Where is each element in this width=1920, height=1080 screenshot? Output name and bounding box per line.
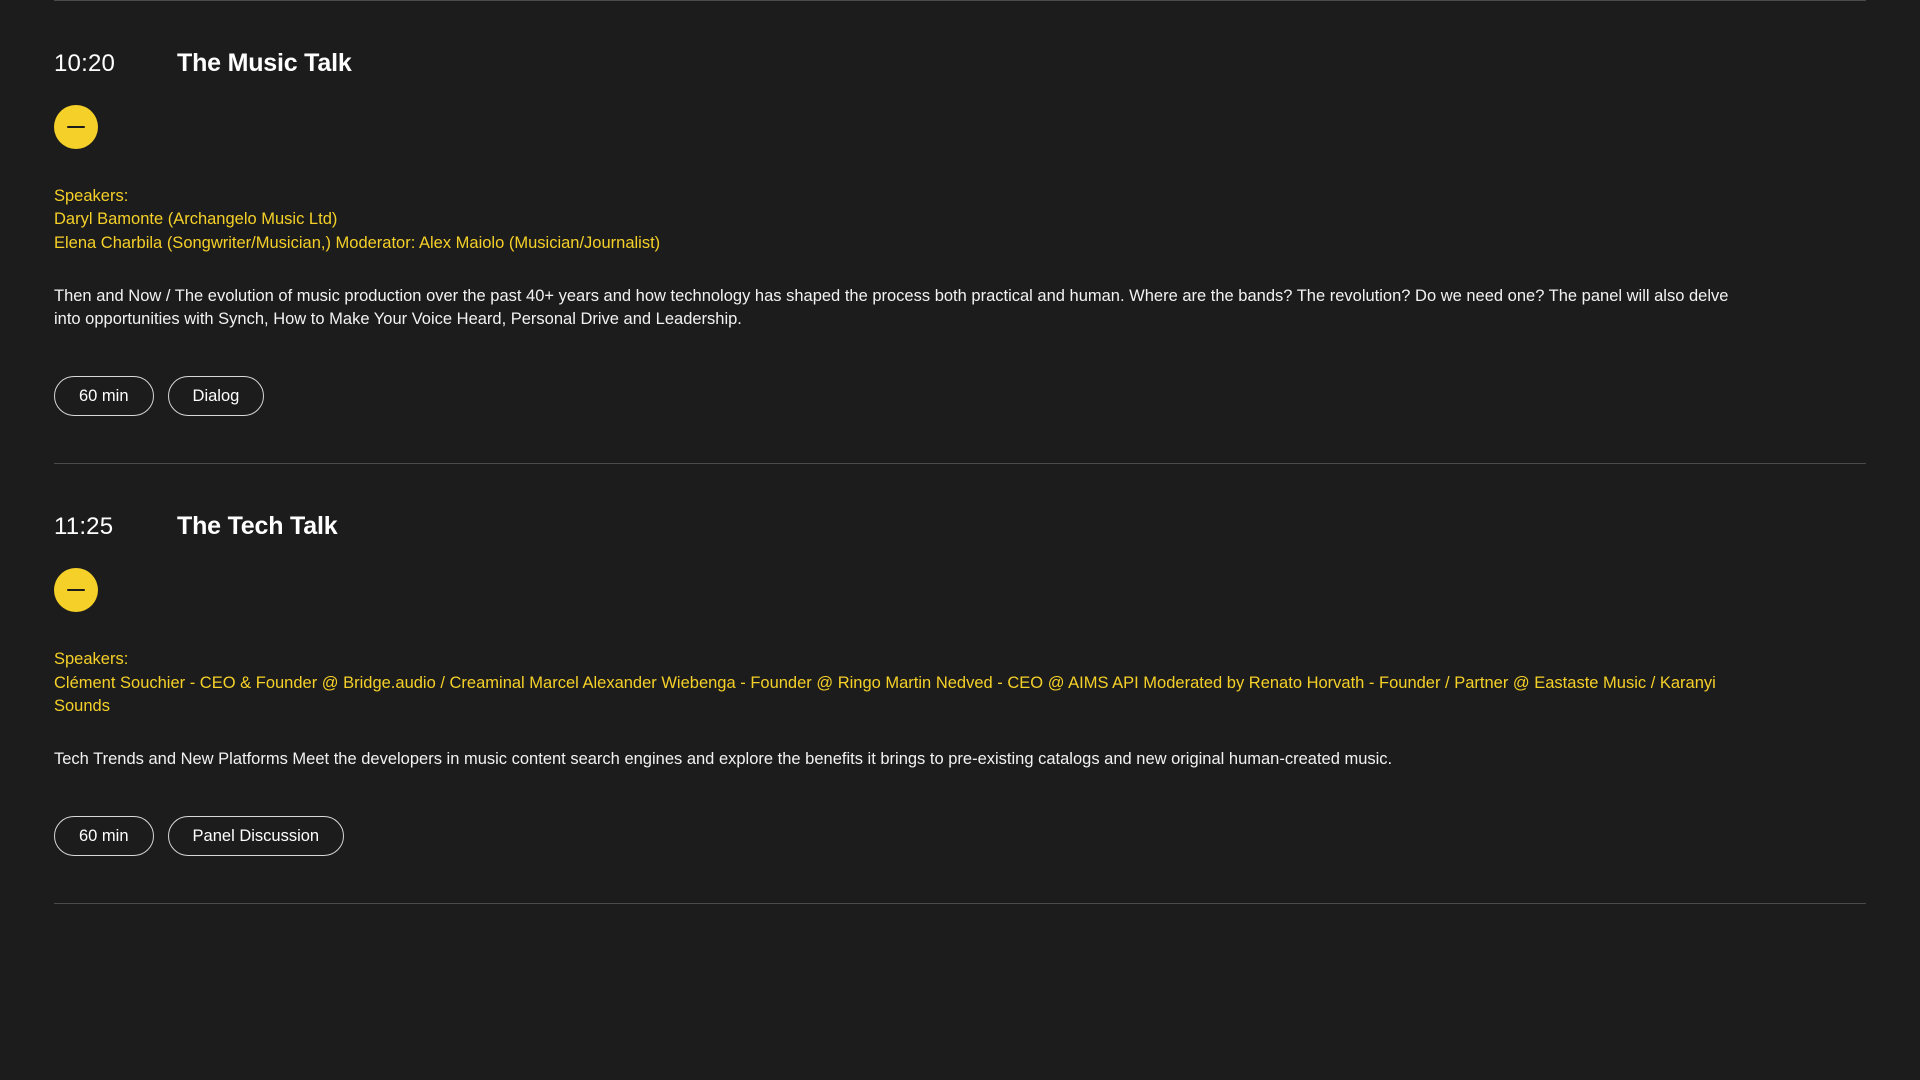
speakers-label: Speakers:	[54, 650, 129, 669]
session-header	[54, 511, 1866, 542]
session-description: Then and Now / The evolution of music production over the past 40+ years and how technology has shaped the process both practical and human. Where are the bands? The revolution? Do we need one? The panel will also delve into opportunities with Synch, How to Make Your Voice Heard, Personal Drive and Leadership.	[54, 287, 1729, 329]
session-description: Tech Trends and New Platforms Meet the developers in music content search engines and explore the benefits it brings to pre-existing catalogs and new original human-created music.	[54, 750, 1393, 769]
tag-duration[interactable]: 60 min	[54, 376, 154, 417]
session-header	[54, 48, 1866, 79]
tag-format[interactable]: Panel Discussion	[168, 816, 345, 857]
speakers-block	[54, 185, 1866, 255]
session-item	[54, 1, 1866, 463]
session-title: The Tech Talk	[177, 512, 338, 541]
session-item	[54, 464, 1866, 903]
tag-format[interactable]: Dialog	[168, 376, 265, 417]
speaker-line: Daryl Bamonte (Archangelo Music Ltd)	[54, 210, 338, 229]
section-divider-bottom	[54, 903, 1866, 904]
tag-duration[interactable]: 60 min	[54, 816, 154, 857]
session-title: The Music Talk	[177, 49, 352, 77]
speakers-block	[54, 648, 1866, 718]
session-tags	[54, 816, 1866, 857]
session-tags	[54, 376, 1866, 417]
session-time: 11:25	[54, 513, 114, 541]
speaker-line: Clément Souchier - CEO & Founder @ Bridge.audio / Creaminal Marcel Alexander Wiebenga - Founder @ Ringo Martin Nedved - CEO @ AIMS API Moderated by Renato Horvath - Founder / Partner @ Eastaste Music / Karanyi Sounds	[54, 673, 1716, 716]
speaker-line: Elena Charbila (Songwriter/Musician,) Moderator: Alex Maiolo (Musician/Journalist)	[54, 233, 661, 252]
session-collapse-toggle[interactable]	[54, 568, 98, 612]
minus-icon	[67, 126, 85, 129]
speakers-label: Speakers:	[54, 186, 129, 205]
session-collapse-toggle[interactable]	[54, 105, 98, 149]
minus-icon	[67, 589, 85, 592]
session-time: 10:20	[54, 50, 116, 77]
